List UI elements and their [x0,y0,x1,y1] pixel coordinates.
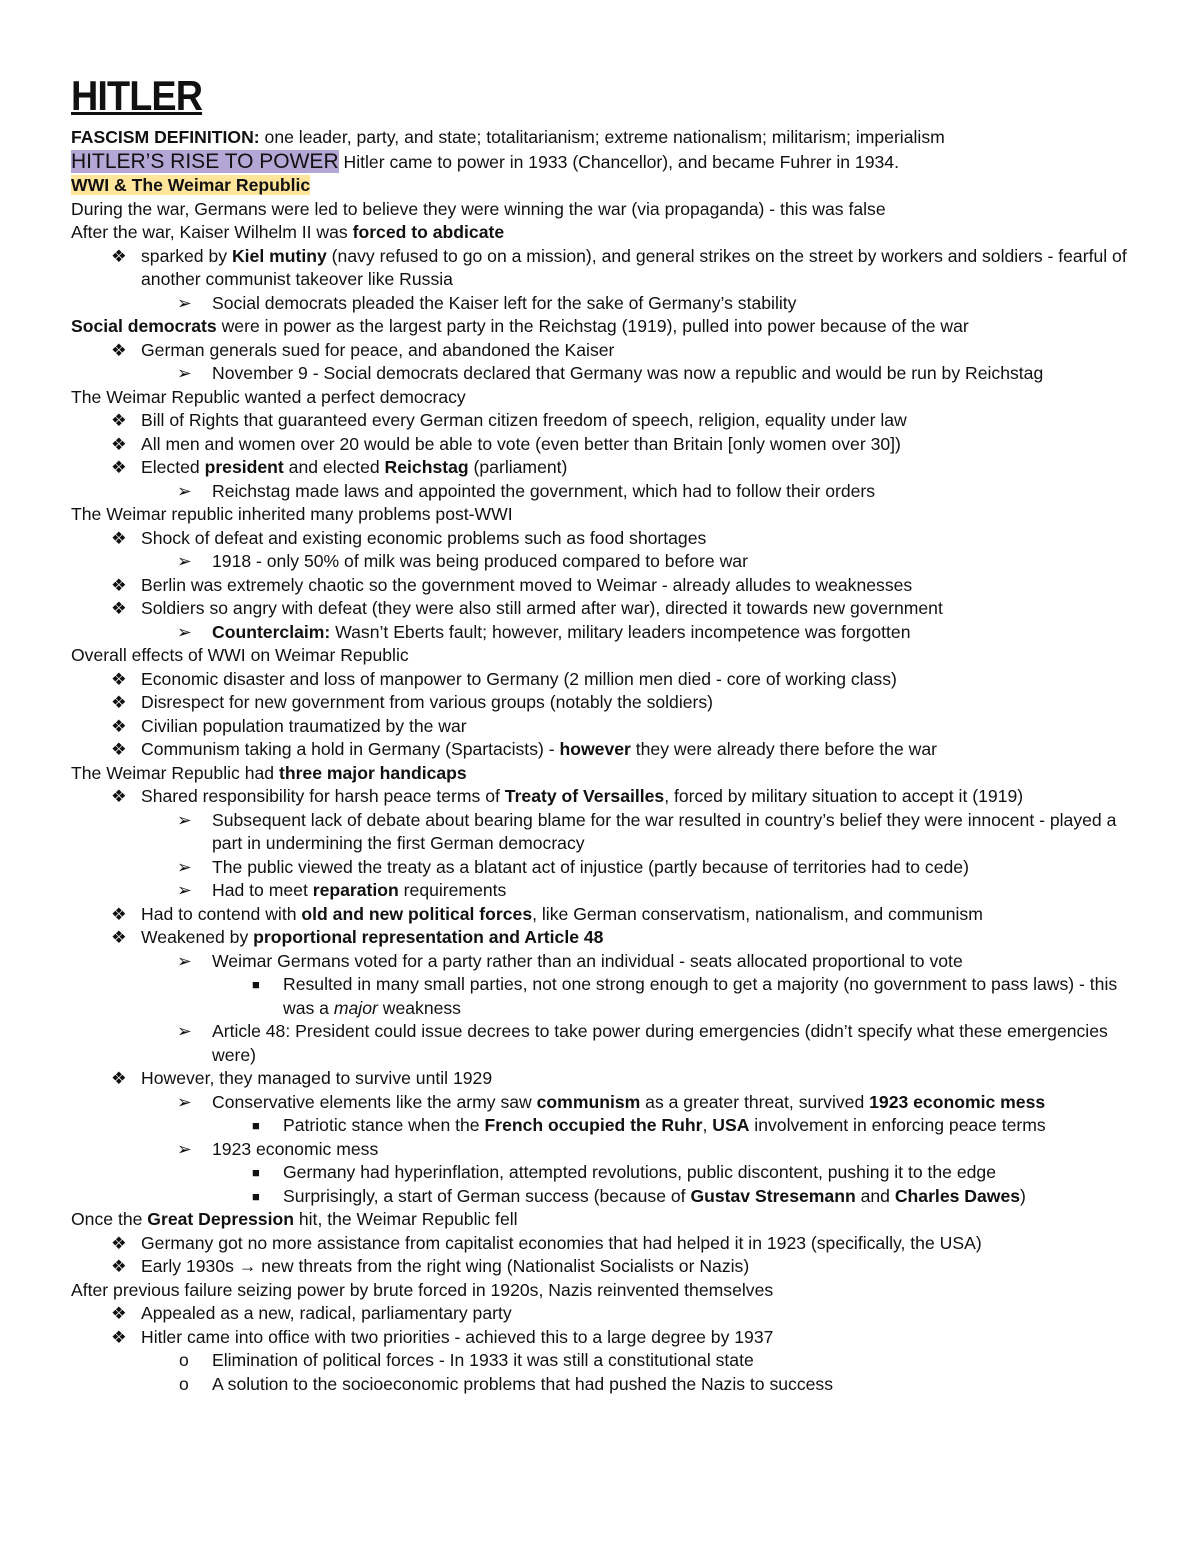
bullet-item [71,903,1141,927]
text-run: A solution to the socioeconomic problems that had pushed the Nazis to success [212,1373,834,1394]
bullet-item [71,1161,1141,1185]
note-text [71,386,1141,410]
bullet-marker-icon: ❖ [111,574,127,595]
note-text [141,903,1141,927]
text-run: The Weimar Republic wanted a perfect democracy [71,386,466,407]
bold-text: Great Depression [147,1209,294,1229]
text-run: hit, the Weimar Republic fell [293,1209,518,1229]
note-text [212,1020,1141,1067]
note-text [212,879,1141,903]
bullet-marker-icon: ❖ [111,1232,127,1253]
note-text [283,973,1141,1020]
text-run: Germany had hyperinflation, attempted revolutions, public discontent, pushing it to the edge [283,1162,996,1182]
rise-to-power [71,150,1141,175]
text-run: German generals sued for peace, and abandoned the Kaiser [141,339,615,360]
text-run: weakness [377,997,461,1018]
note-text [141,1302,1141,1326]
note-line [71,503,1141,527]
text-run: Elected [141,457,205,477]
text-run: Berlin was extremely chaotic so the government moved to Weimar - already alludes to weaknesses [141,574,913,595]
bullet-marker-icon: ❖ [111,598,127,618]
text-run: Weakened by [141,927,254,947]
note-line [71,644,1141,668]
bullet-item [71,1255,1141,1279]
bullet-marker-icon: ■ [252,1118,260,1133]
text-run: sparked by [141,245,232,266]
text-run: Patriotic stance when the [283,1115,485,1135]
note-text [141,1326,1141,1350]
bullet-marker-icon: ➢ [177,621,192,642]
bullet-marker-icon: ■ [252,977,260,992]
text-run: Germany got no more assistance from capitalist economies that had helped it in 1923 (specifically, the USA) [141,1232,982,1253]
text-run: After previous failure seizing power by brute forced in 1920s, Nazis reinvented themselves [71,1279,774,1300]
bullet-marker-icon: ➢ [177,551,192,571]
note-text [71,221,1141,245]
note-text [212,550,1141,574]
text-run: Subsequent lack of debate about bearing blame for the war resulted in country’s belief they were innocent - played a part in undermining the first German democracy [212,809,1117,853]
text-run: However, they managed to survive until 1929 [141,1068,493,1088]
bullet-marker-icon: ➢ [177,1091,192,1112]
bullet-marker-icon: ■ [252,1165,260,1180]
bullet-item [71,1114,1141,1138]
bullet-marker-icon: ➢ [177,950,192,971]
text-run: 1918 - only 50% of milk was being produced compared to before war [212,551,748,571]
note-text [283,1185,1141,1209]
bullet-marker-icon: ❖ [111,339,127,360]
text-run: and [855,1185,895,1206]
text-run: During the war, Germans were led to believe they were winning the war (via propaganda) - this was false [71,198,886,219]
note-text [141,409,1141,433]
note-text [141,433,1141,457]
note-line [71,221,1141,245]
note-line [71,315,1141,339]
text-run: All men and women over 20 would be able to vote (even better than Britain [only women over 30]) [141,433,901,454]
bullet-item [71,621,1141,645]
fascism-definition [71,126,1141,150]
note-line [71,1208,1141,1232]
bullet-item [71,879,1141,903]
note-text [212,362,1141,386]
text-run: Civilian population traumatized by the war [141,715,467,736]
bullet-item [71,1232,1141,1256]
bullet-item [71,973,1141,1020]
bullet-marker-icon: ❖ [111,1303,127,1323]
note-text [212,480,1141,504]
note-text [141,597,1141,621]
bullet-marker-icon: ➢ [177,1138,192,1159]
note-text [141,527,1141,551]
note-text [71,503,1141,527]
bullet-marker-icon: ➢ [177,856,192,877]
bullet-marker-icon: ❖ [111,1068,127,1088]
text-run: ) [1020,1185,1026,1206]
note-text [71,1279,1141,1303]
bullet-marker-icon: o [179,1350,189,1370]
note-text [283,1114,1141,1138]
text-run: The Weimar republic inherited many problems post-WWI [71,504,513,524]
bullet-marker-icon: ➢ [177,809,192,830]
text-run: The Weimar Republic had [71,762,279,783]
text-run: Resulted in many small parties, not one strong enough to get a majority (no government to pass laws) - this was a [283,974,1118,1018]
bold-text: Treaty of Versailles [504,786,665,806]
italic-text: major [333,997,378,1018]
bullet-item [71,785,1141,809]
text-run: (parliament) [468,457,568,477]
note-line [71,386,1141,410]
bullet-item [71,1138,1141,1162]
bullet-marker-icon: ❖ [111,927,127,947]
bullet-item [71,668,1141,692]
bullet-marker-icon: ❖ [111,457,127,477]
bullet-item [71,292,1141,316]
bullet-item [71,950,1141,974]
bullet-item [71,1349,1141,1373]
note-text [141,691,1141,715]
note-text [212,1138,1141,1162]
bold-text: three major handicaps [278,762,467,783]
bullet-marker-icon: ❖ [111,668,127,689]
bullet-item [71,856,1141,880]
text-run: Once the [71,1209,148,1229]
bullet-item [71,715,1141,739]
note-text [141,1255,1141,1279]
note-text [212,1091,1141,1115]
bullet-item [71,1185,1141,1209]
note-text [212,856,1141,880]
bullet-marker-icon: ❖ [111,692,127,712]
bullet-marker-icon: ❖ [111,433,127,454]
note-text [141,339,1141,363]
bullet-marker-icon: ❖ [111,245,127,266]
note-text [212,621,1141,645]
text-run: The public viewed the treaty as a blatant act of injustice (partly because of territories had to cede) [212,856,969,877]
bold-text: communism [536,1091,641,1112]
note-text [141,715,1141,739]
bold-text: 1923 economic mess [869,1091,1046,1112]
bullet-item [71,527,1141,551]
document-page [71,66,1141,1396]
text-run: Appealed as a new, radical, parliamentary party [141,1303,512,1323]
bullet-item [71,574,1141,598]
bullet-item [71,456,1141,480]
note-text [212,809,1141,856]
note-text [212,1349,1141,1373]
text-run: and elected [283,457,385,477]
bullet-marker-icon: ➢ [177,1021,192,1041]
note-text [212,1373,1141,1397]
bullet-item [71,409,1141,433]
text-run: 1923 economic mess [212,1138,379,1159]
bullet-marker-icon: ❖ [111,1256,127,1276]
text-run: (navy refused to go on a mission), and general strikes on the street by workers and soldiers - fearful of another communist takeover like Russia [141,245,1127,289]
text-run: , forced by military situation to accept it (1919) [664,786,1024,806]
bullet-marker-icon: ❖ [111,410,127,430]
note-text [71,1208,1141,1232]
notes-list [71,198,1141,1397]
bullet-item [71,245,1141,292]
bold-text: Counterclaim: [212,621,331,642]
text-run: Conservative elements like the army saw [212,1091,537,1112]
text-run: November 9 - Social democrats declared that Germany was now a republic and would be run by Reichstag [212,363,1044,383]
text-run: Shared responsibility for harsh peace terms of [141,786,505,806]
text-run: Communism taking a hold in Germany (Spartacists) - [141,739,560,759]
text-run: , [702,1115,713,1135]
text-run: Hitler came into office with two priorities - achieved this to a large degree by 1937 [141,1326,774,1347]
text-run: Economic disaster and loss of manpower to Germany (2 million men died - core of working class) [141,668,897,689]
bold-text: Kiel mutiny [231,245,327,266]
note-text [141,1067,1141,1091]
text-run: requirements [398,880,507,900]
bullet-item [71,926,1141,950]
note-text [141,1232,1141,1256]
bold-text: Gustav Stresemann [690,1185,856,1206]
text-run: Surprisingly, a start of German success (because of [283,1185,691,1206]
bullet-marker-icon: ➢ [177,292,192,313]
bold-text: reparation [312,880,399,900]
bullet-item [71,433,1141,457]
bullet-item [71,480,1141,504]
fascism-text: one leader, party, and state; totalitarianism; extreme nationalism; militarism; imperialism [259,127,945,147]
bold-text: proportional representation and Article 48 [253,927,604,947]
bullet-marker-icon: ➢ [177,880,192,900]
bullet-item [71,550,1141,574]
note-text [71,198,1141,222]
text-run: Social democrats pleaded the Kaiser left for the sake of Germany’s stability [212,292,797,313]
text-run: as a greater threat, survived [640,1091,870,1112]
bullet-item [71,1302,1141,1326]
text-run: Early 1930s → new threats from the right wing (Nationalist Socialists or Nazis) [141,1256,750,1276]
note-text [71,315,1141,339]
text-run: Soldiers so angry with defeat (they were also still armed after war), directed it towards new government [141,598,943,618]
text-run: involvement in enforcing peace terms [749,1115,1046,1135]
bullet-marker-icon: ❖ [111,739,127,759]
note-text [212,950,1141,974]
text-run: Article 48: President could issue decrees to take power during emergencies (didn’t specify what these emergencies were) [212,1021,1108,1065]
bullet-item [71,362,1141,386]
note-line [71,198,1141,222]
note-text [141,245,1141,292]
bold-text: forced to abdicate [352,222,505,242]
bullet-item [71,597,1141,621]
bullet-marker-icon: ❖ [111,715,127,736]
note-text [141,926,1141,950]
bullet-marker-icon: ❖ [111,527,127,548]
bullet-item [71,809,1141,856]
bullet-marker-icon: ■ [252,1188,260,1204]
section-heading-row [71,174,1141,198]
note-text [141,456,1141,480]
note-text [71,762,1141,786]
bullet-marker-icon: o [179,1373,189,1394]
note-text [141,574,1141,598]
text-run: Wasn’t Eberts fault; however, military leaders incompetence was forgotten [330,621,911,642]
note-text [141,785,1141,809]
bold-text: however [559,739,631,759]
bullet-item [71,1373,1141,1397]
bold-text: Reichstag [384,457,469,477]
text-run: Shock of defeat and existing economic problems such as food shortages [141,527,707,548]
text-run: Elimination of political forces - In 1933 it was still a constitutional state [212,1350,754,1370]
text-run: were in power as the largest party in the Reichstag (1919), pulled into power because of the war [216,316,969,336]
page-title: HITLER [71,72,203,119]
text-run: Had to contend with [141,903,302,924]
text-run: Disrespect for new government from various groups (notably the soldiers) [141,692,714,712]
rise-heading: HITLER’S RISE TO POWER [71,149,339,173]
text-run: After the war, Kaiser Wilhelm II was [71,222,353,242]
bullet-item [71,691,1141,715]
bullet-item [71,1067,1141,1091]
rise-text: Hitler came to power in 1933 (Chancellor), and became Fuhrer in 1934. [338,151,899,172]
text-run: they were already there before the war [630,739,937,759]
section-heading: WWI & The Weimar Republic [71,175,311,195]
bullet-item [71,1326,1141,1350]
bullet-marker-icon: ➢ [177,480,192,501]
bullet-marker-icon: ❖ [111,786,127,806]
text-run: Had to meet [212,880,313,900]
bullet-marker-icon: ❖ [111,1326,127,1347]
bullet-marker-icon: ❖ [111,903,127,924]
text-run: Overall effects of WWI on Weimar Republic [71,645,409,665]
bold-text: Charles Dawes [894,1185,1021,1206]
bullet-item [71,1020,1141,1067]
note-text [212,292,1141,316]
bold-text: Social democrats [71,316,217,336]
note-text [141,668,1141,692]
bullet-item [71,1091,1141,1115]
bold-text: French occupied the Ruhr [484,1115,703,1135]
bullet-item [71,339,1141,363]
bullet-item [71,738,1141,762]
note-text [71,644,1141,668]
text-run: Reichstag made laws and appointed the government, which had to follow their orders [212,480,876,501]
bullet-marker-icon: ➢ [177,363,192,383]
note-text [283,1161,1141,1185]
text-run: , like German conservatism, nationalism, and communism [532,903,983,924]
text-run: Bill of Rights that guaranteed every German citizen freedom of speech, religion, equality under law [141,410,907,430]
bold-text: president [204,457,284,477]
note-line [71,762,1141,786]
text-run: Weimar Germans voted for a party rather than an individual - seats allocated proportional to vote [212,950,963,971]
note-text [141,738,1141,762]
bold-text: USA [712,1115,750,1135]
fascism-label: FASCISM DEFINITION: [71,127,260,147]
bold-text: old and new political forces [301,903,533,924]
note-line [71,1279,1141,1303]
